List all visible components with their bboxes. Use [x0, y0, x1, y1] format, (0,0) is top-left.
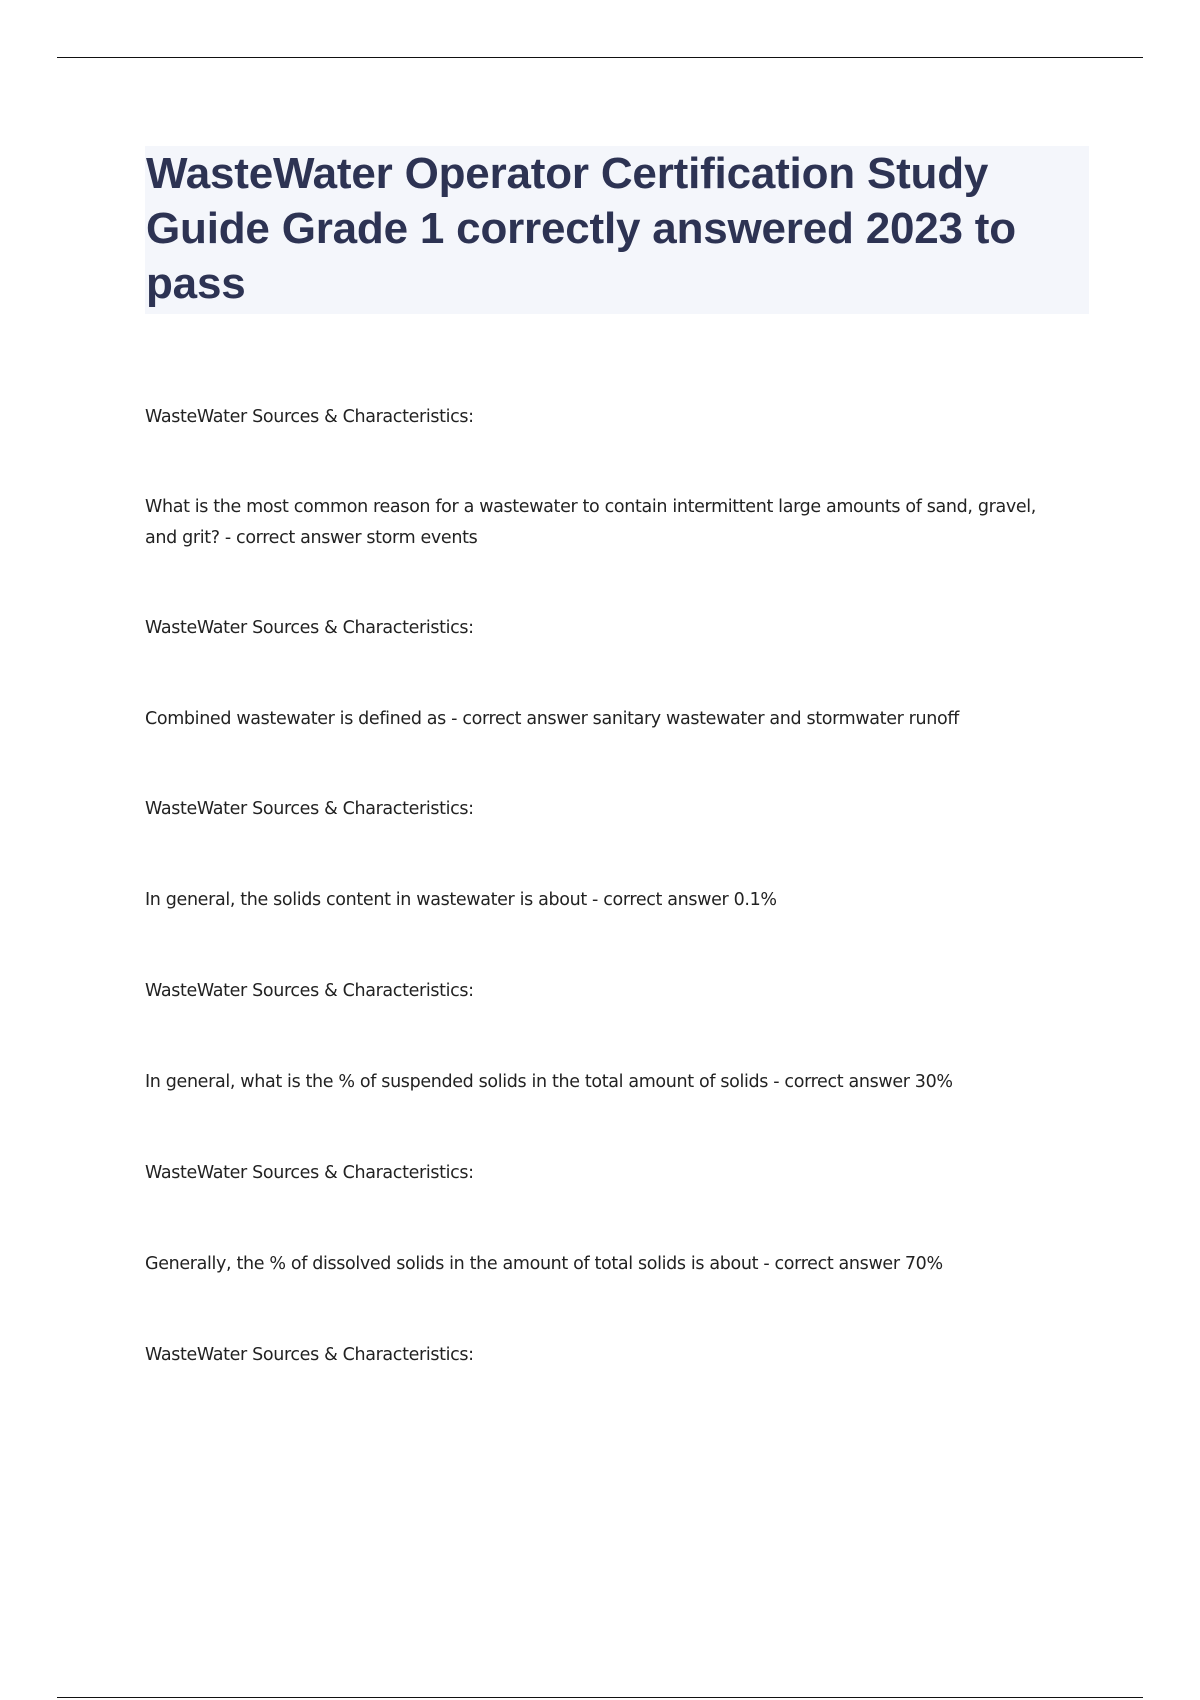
question-answer: Combined wastewater is defined as - correct answer sanitary wastewater and stormwater runoff	[145, 709, 959, 729]
title-block	[145, 146, 1089, 314]
top-rule	[57, 57, 1143, 58]
section-heading: WasteWater Sources & Characteristics:	[145, 799, 474, 819]
question-answer: In general, what is the % of suspended solids in the total amount of solids - correct answer 30%	[145, 1072, 953, 1092]
bottom-rule	[57, 1697, 1143, 1698]
section-heading: WasteWater Sources & Characteristics:	[145, 1345, 474, 1365]
section-heading: WasteWater Sources & Characteristics:	[145, 618, 474, 638]
section-heading: WasteWater Sources & Characteristics:	[145, 981, 474, 1001]
question-answer: What is the most common reason for a wastewater to contain intermittent large amounts of sand, gravel, and grit? - correct answer storm events	[145, 497, 1036, 548]
section-heading: WasteWater Sources & Characteristics:	[145, 407, 474, 427]
question-answer: In general, the solids content in wastewater is about - correct answer 0.1%	[145, 890, 777, 910]
question-answer: Generally, the % of dissolved solids in the amount of total solids is about - correct answer 70%	[145, 1254, 943, 1274]
document-title: WasteWater Operator Certification Study Guide Grade 1 correctly answered 2023 to pass	[146, 149, 1016, 308]
section-heading: WasteWater Sources & Characteristics:	[145, 1163, 474, 1183]
